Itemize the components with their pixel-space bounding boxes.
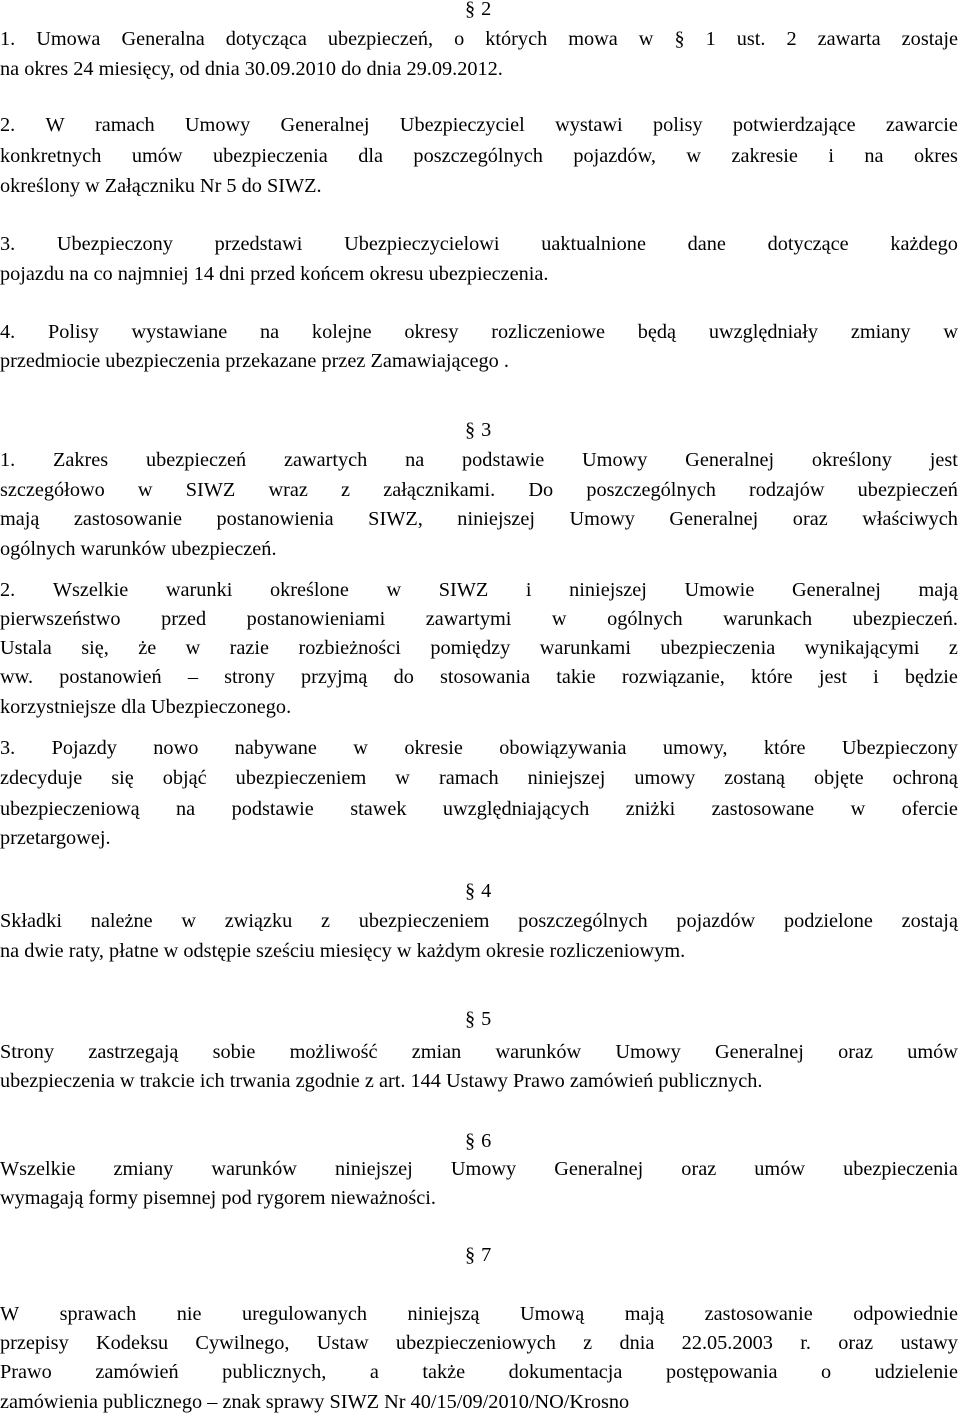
paragraph-line — [0, 1328, 960, 1358]
word: w — [353, 737, 368, 759]
word: zostaną — [724, 767, 786, 789]
word: Strony — [0, 1041, 55, 1063]
word: warunków — [495, 1041, 582, 1063]
word: ubezpieczeniową — [0, 798, 140, 820]
word: poszczególnych — [413, 145, 543, 167]
word: Generalnej — [685, 449, 775, 471]
word: umów — [131, 145, 183, 167]
word: W — [0, 1303, 20, 1325]
word: ust. — [736, 28, 766, 50]
word: których — [485, 28, 548, 50]
word: sprawach — [59, 1303, 137, 1325]
word: poszczególnych — [586, 479, 716, 501]
word: Generalnej — [791, 579, 881, 601]
word: oraz — [681, 1158, 717, 1180]
word: z — [321, 910, 331, 932]
word: nabywane — [234, 737, 317, 759]
section-heading — [465, 1240, 491, 1270]
section-heading — [465, 0, 491, 24]
word: Generalnej — [714, 1041, 804, 1063]
word: podstawie — [231, 798, 314, 820]
paragraph-line — [0, 604, 960, 634]
word: oraz — [792, 508, 828, 530]
section-number: 6 — [481, 1130, 492, 1152]
word: podstawie — [462, 449, 545, 471]
word: Umowy — [569, 508, 635, 530]
paragraph-line: ubezpieczenia w trakcie ich trwania zgodnie z art. 144 Ustawy Prawo zamówień publicznych. — [0, 1070, 763, 1092]
section-heading — [465, 415, 491, 445]
paragraph-line — [0, 317, 960, 347]
paragraph-line — [0, 24, 960, 54]
word: udzielenie — [874, 1361, 958, 1383]
word: Ubezpieczyciel — [399, 114, 525, 136]
word: objąć — [162, 767, 207, 789]
word: wynikającymi — [804, 637, 920, 659]
word: zawartymi — [425, 608, 512, 630]
word: Umowy — [582, 449, 648, 471]
word: uaktualnione — [541, 233, 646, 255]
word: postępowania — [665, 1361, 778, 1383]
word: nie — [176, 1303, 202, 1325]
section-heading — [465, 1004, 491, 1034]
word: 3. — [0, 233, 16, 255]
word: przepisy — [0, 1332, 69, 1354]
word: mają — [918, 579, 958, 601]
word: każdego — [890, 233, 958, 255]
word: objęte — [814, 767, 864, 789]
word: na — [176, 798, 196, 820]
word: będzie — [904, 666, 958, 688]
section-symbol: § — [465, 1130, 476, 1152]
word: niniejszej — [457, 508, 536, 530]
word: ochroną — [892, 767, 958, 789]
word: ubezpieczeniowych — [395, 1332, 556, 1354]
paragraph-line — [0, 1037, 960, 1067]
word: ww. — [0, 666, 34, 688]
word: w — [686, 145, 702, 167]
word: Umowa — [36, 28, 101, 50]
paragraph-line: określony w Załączniku Nr 5 do SIWZ. — [0, 175, 322, 197]
word: 22.05.2003 — [681, 1332, 773, 1354]
word: w — [185, 637, 201, 659]
paragraph-line: wymagają formy pisemnej pod rygorem nieważności. — [0, 1187, 436, 1209]
word: nowo — [153, 737, 199, 759]
section-number: 7 — [481, 1244, 492, 1266]
word: ubezpieczenia — [212, 145, 328, 167]
word: Umowy — [450, 1158, 517, 1180]
word: pomiędzy — [430, 637, 511, 659]
word: Ubezpieczycielowi — [344, 233, 500, 255]
word: jest — [818, 666, 847, 688]
word: okresie — [404, 737, 463, 759]
word: publicznych, — [222, 1361, 327, 1383]
word: Cywilnego, — [195, 1332, 290, 1354]
word: Umowy — [184, 114, 251, 136]
word: będą — [637, 321, 677, 343]
word: rozwiązanie, — [621, 666, 725, 688]
word: także — [422, 1361, 466, 1383]
word: wystawi — [555, 114, 623, 136]
word: przyjmą — [300, 666, 368, 688]
word: na — [864, 145, 884, 167]
word: warunkach — [723, 608, 813, 630]
word: zakresie — [731, 145, 798, 167]
paragraph-line: ogólnych warunków ubezpieczeń. — [0, 538, 277, 560]
word: zdecyduje — [0, 767, 83, 789]
word: 2. — [0, 114, 16, 136]
word: z — [583, 1332, 593, 1354]
paragraph-line: zamówienia publicznego – znak sprawy SIWZ Nr 40/15/09/2010/NO/Krosno — [0, 1391, 630, 1413]
word: umowy, — [662, 737, 728, 759]
section-heading — [465, 876, 491, 906]
word: dotycząca — [225, 28, 307, 50]
word: mają — [0, 508, 40, 530]
word: Generalnej — [669, 508, 759, 530]
word: 1 — [705, 28, 716, 50]
section-symbol: § — [465, 1244, 476, 1266]
word: właściwych — [862, 508, 958, 530]
word: wystawiane — [131, 321, 228, 343]
word: ramach — [94, 114, 155, 136]
word: Polisy — [47, 321, 99, 343]
word: Ubezpieczony — [56, 233, 173, 255]
word: stawek — [350, 798, 407, 820]
word: Generalnej — [554, 1158, 644, 1180]
word: niniejszą — [407, 1303, 480, 1325]
word: pierwszeństwo — [0, 608, 121, 630]
word: przed — [161, 608, 207, 630]
word: SIWZ — [185, 479, 236, 501]
word: ubezpieczeń, — [327, 28, 434, 50]
word: załącznikami. — [383, 479, 496, 501]
word: ogólnych — [607, 608, 683, 630]
word: i — [828, 145, 834, 167]
word: ramach — [438, 767, 499, 789]
paragraph-line — [0, 1357, 960, 1387]
word: i — [525, 579, 532, 601]
word: dnia — [619, 1332, 655, 1354]
section-symbol: § — [465, 0, 476, 20]
word: Umową — [520, 1303, 585, 1325]
section-number: 2 — [481, 0, 492, 20]
section-symbol: § — [465, 1008, 476, 1030]
section-number: 5 — [481, 1008, 492, 1030]
word: należne — [90, 910, 153, 932]
word: związku — [224, 910, 293, 932]
word: SIWZ — [438, 579, 489, 601]
word: Generalnej — [280, 114, 370, 136]
word: Ustaw — [316, 1332, 369, 1354]
word: okresy — [404, 321, 459, 343]
word: umów — [754, 1158, 805, 1180]
paragraph-line — [0, 662, 960, 692]
word: pojazdów — [676, 910, 756, 932]
word: o — [454, 28, 465, 50]
word: stosowania — [439, 666, 531, 688]
word: oraz — [838, 1041, 874, 1063]
word: Zakres — [53, 449, 109, 471]
word: zawarta — [817, 28, 881, 50]
word: a — [369, 1361, 379, 1383]
word: polisy — [652, 114, 703, 136]
word: warunków — [211, 1158, 297, 1180]
paragraph-line: przetargowej. — [0, 827, 111, 849]
word: 2 — [786, 28, 797, 50]
word: takie — [556, 666, 596, 688]
word: w — [386, 579, 402, 601]
word: niniejszej — [569, 579, 647, 601]
word: pojazdów, — [573, 145, 656, 167]
word: w — [943, 321, 958, 343]
word: określone — [269, 579, 349, 601]
word: zmiany — [113, 1158, 174, 1180]
word: strony — [224, 666, 275, 688]
paragraph-line — [0, 445, 960, 475]
word: Wszelkie — [0, 1158, 76, 1180]
section-number: 4 — [481, 880, 492, 902]
word: Umowie — [684, 579, 755, 601]
word: w — [395, 767, 410, 789]
paragraph-line — [0, 575, 960, 605]
word: razie — [229, 637, 270, 659]
word: postanowienia — [216, 508, 334, 530]
word: i — [873, 666, 879, 688]
paragraph-line — [0, 794, 960, 824]
word: Do — [528, 479, 554, 501]
word: Generalna — [121, 28, 205, 50]
paragraph-line — [0, 1299, 960, 1329]
word: w — [638, 28, 654, 50]
word: ustawy — [900, 1332, 958, 1354]
word: mają — [624, 1303, 665, 1325]
word: zamówień — [95, 1361, 179, 1383]
word: mowa — [568, 28, 618, 50]
word: uregulowanych — [241, 1303, 367, 1325]
word: sobie — [212, 1041, 256, 1063]
word: warunki — [165, 579, 233, 601]
word: kolejne — [311, 321, 372, 343]
paragraph-line — [0, 633, 960, 663]
word: wraz — [268, 479, 308, 501]
word: uwzględniających — [442, 798, 590, 820]
word: szczegółowo — [0, 479, 105, 501]
word: które — [751, 666, 793, 688]
word: zastosowanie — [704, 1303, 813, 1325]
paragraph-line — [0, 504, 960, 534]
word: r. — [800, 1332, 811, 1354]
word: do — [393, 666, 414, 688]
word: postanowień — [59, 666, 162, 688]
word: dokumentacja — [508, 1361, 623, 1383]
word: 1. — [0, 449, 16, 471]
section-number: 3 — [481, 419, 492, 441]
word: zastosowane — [711, 798, 815, 820]
word: ubezpieczeniem — [358, 910, 490, 932]
word: W — [45, 114, 65, 136]
word: zostają — [901, 910, 958, 932]
word: Ustala — [0, 637, 52, 659]
word: ubezpieczenia — [843, 1158, 958, 1180]
paragraph-line: przedmiocie ubezpieczenia przekazane przez Zamawiającego . — [0, 350, 509, 372]
paragraph-line: na dwie raty, płatne w odstępie sześciu miesięcy w każdym okresie rozliczeniowym. — [0, 940, 686, 962]
word: 4. — [0, 321, 16, 343]
paragraph-line — [0, 1154, 960, 1184]
word: rodzajów — [749, 479, 825, 501]
word: uwzględniały — [708, 321, 819, 343]
word: ofercie — [901, 798, 958, 820]
word: dla — [358, 145, 383, 167]
word: Pojazdy — [51, 737, 117, 759]
word: zastrzegają — [88, 1041, 179, 1063]
word: Kodeksu — [96, 1332, 169, 1354]
word: potwierdzające — [732, 114, 856, 136]
word: się — [111, 767, 134, 789]
word: okres — [913, 145, 958, 167]
word: ubezpieczeń. — [852, 608, 958, 630]
word: Składki — [0, 910, 62, 932]
word: 1. — [0, 28, 16, 50]
word: dane — [687, 233, 726, 255]
word: na — [405, 449, 425, 471]
paragraph-line — [0, 141, 960, 171]
section-symbol: § — [465, 880, 476, 902]
word: z — [341, 479, 351, 501]
paragraph-line — [0, 475, 960, 505]
word: Wszelkie — [52, 579, 129, 601]
word: przedstawi — [214, 233, 303, 255]
word: Umowy — [615, 1041, 681, 1063]
section-heading — [465, 1126, 491, 1156]
word: § — [674, 28, 685, 50]
word: ubezpieczeń — [857, 479, 958, 501]
word: zmian — [411, 1041, 462, 1063]
word: zawarcie — [885, 114, 958, 136]
word: określony — [811, 449, 892, 471]
word: 2. — [0, 579, 16, 601]
word: możliwość — [289, 1041, 378, 1063]
word: warunkami — [539, 637, 631, 659]
word: Prawo — [0, 1361, 52, 1383]
word: się, — [81, 637, 109, 659]
word: zniżki — [625, 798, 676, 820]
word: konkretnych — [0, 145, 102, 167]
paragraph-line — [0, 763, 960, 793]
word: ubezpieczenia — [660, 637, 776, 659]
word: poszczególnych — [518, 910, 648, 932]
word: w — [181, 910, 197, 932]
word: umów — [907, 1041, 958, 1063]
paragraph-line — [0, 733, 960, 763]
section-symbol: § — [465, 419, 476, 441]
word: że — [138, 637, 157, 659]
paragraph-line — [0, 229, 960, 259]
word: w — [551, 608, 567, 630]
word: w — [137, 479, 153, 501]
paragraph-line: na okres 24 miesięcy, od dnia 30.09.2010 do dnia 29.09.2012. — [0, 58, 503, 80]
paragraph-line — [0, 906, 960, 936]
paragraph-line — [0, 110, 960, 140]
word: z — [948, 637, 958, 659]
word: zawartych — [283, 449, 368, 471]
word: które — [763, 737, 806, 759]
word: obowiązywania — [499, 737, 627, 759]
word: – — [187, 666, 198, 688]
word: 3. — [0, 737, 16, 759]
word: oraz — [838, 1332, 874, 1354]
word: SIWZ, — [368, 508, 423, 530]
word: dotyczące — [767, 233, 849, 255]
word: zmiany — [850, 321, 911, 343]
word: zastosowanie — [73, 508, 183, 530]
word: odpowiednie — [853, 1303, 958, 1325]
paragraph-line: pojazdu na co najmniej 14 dni przed końcem okresu ubezpieczenia. — [0, 263, 549, 285]
word: ubezpieczeń — [145, 449, 247, 471]
word: rozbieżności — [298, 637, 401, 659]
word: postanowieniami — [246, 608, 386, 630]
word: podzielone — [783, 910, 873, 932]
word: w — [850, 798, 866, 820]
word: jest — [929, 449, 958, 471]
word: ubezpieczeniem — [235, 767, 367, 789]
word: Ubezpieczony — [841, 737, 958, 759]
word: o — [820, 1361, 832, 1383]
word: na — [260, 321, 280, 343]
word: niniejszej — [335, 1158, 413, 1180]
word: umowy — [634, 767, 696, 789]
word: rozliczeniowe — [491, 321, 605, 343]
word: niniejszej — [527, 767, 606, 789]
word: zostaje — [901, 28, 958, 50]
paragraph-line: korzystniejsze dla Ubezpieczonego. — [0, 696, 292, 718]
